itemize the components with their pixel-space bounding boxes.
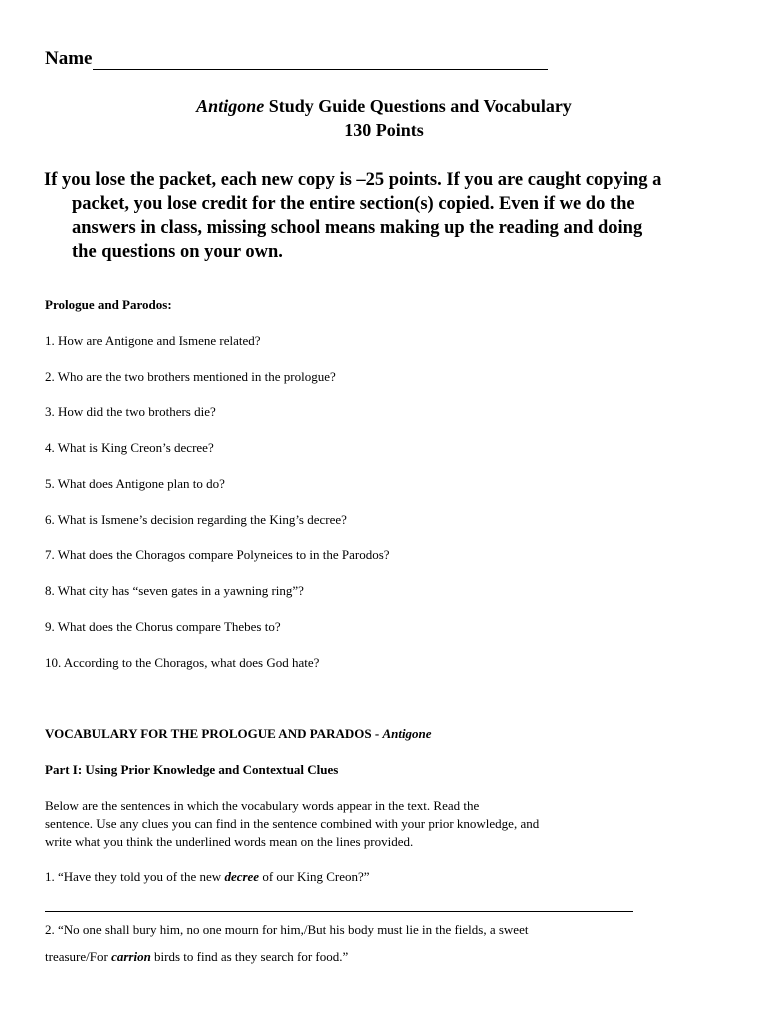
vocab-item-1: [45, 869, 370, 885]
instructions-line: Below are the sentences in which the vocabulary words appear in the text. Read the: [45, 798, 480, 813]
warning-line: answers in class, missing school means making up the reading and doing: [72, 218, 643, 238]
vocab-item-2-line2: [45, 949, 348, 965]
title-italic: Antigone: [196, 96, 265, 116]
title-rest: Study Guide Questions and Vocabulary: [264, 96, 572, 116]
question-6: 6. What is Ismene’s decision regarding the King’s decree?: [45, 512, 347, 527]
vocab-word-decree: decree: [224, 869, 260, 884]
warning-line: the questions on your own.: [72, 242, 283, 262]
warning-line: If you lose the packet, each new copy is –25 points. If you are caught copying a: [44, 170, 662, 190]
question-4: 4. What is King Creon’s decree?: [45, 440, 214, 455]
question-1: 1. How are Antigone and Ismene related?: [45, 333, 261, 348]
part-heading: Part I: Using Prior Knowledge and Contextual Clues: [45, 762, 339, 777]
question-7: 7. What does the Choragos compare Polyneices to in the Parodos?: [45, 547, 390, 562]
vocabulary-heading: [45, 726, 432, 742]
instructions-line: write what you think the underlined words mean on the lines provided.: [45, 834, 414, 849]
name-field[interactable]: [45, 48, 548, 70]
vocab-item-2-line1: 2. “No one shall bury him, no one mourn for him,/But his body must lie in the fields, a sweet: [45, 922, 529, 937]
vocab-item-2-before: treasure/For: [45, 949, 112, 964]
section-heading: Prologue and Parodos:: [45, 297, 172, 312]
name-label: Name: [45, 48, 93, 69]
vocab-word-carrion: carrion: [111, 949, 151, 964]
answer-line[interactable]: [45, 911, 633, 912]
question-8: 8. What city has “seven gates in a yawning ring”?: [45, 583, 304, 598]
vocab-item-2-after: birds to find as they search for food.”: [150, 949, 349, 964]
instructions-paragraph: [45, 797, 539, 851]
question-9: 9. What does the Chorus compare Thebes to?: [45, 619, 281, 634]
question-10: 10. According to the Choragos, what does God hate?: [45, 655, 320, 670]
instructions-line: sentence. Use any clues you can find in the sentence combined with your prior knowledge, and: [45, 816, 540, 831]
question-5: 5. What does Antigone plan to do?: [45, 476, 225, 491]
question-2: 2. Who are the two brothers mentioned in the prologue?: [45, 369, 336, 384]
vocabulary-heading-italic: Antigone: [382, 726, 432, 741]
name-underline: [93, 49, 548, 70]
vocab-item-1-after: of our King Creon?”: [259, 869, 370, 884]
warning-line: packet, you lose credit for the entire section(s) copied. Even if we do the: [72, 194, 635, 214]
question-3: 3. How did the two brothers die?: [45, 404, 216, 419]
vocabulary-heading-text: VOCABULARY FOR THE PROLOGUE AND PARADOS -: [45, 726, 383, 741]
warning-paragraph: [44, 168, 744, 264]
document-title: [0, 96, 768, 117]
points-total: 130 Points: [344, 120, 424, 140]
vocab-item-1-before: 1. “Have they told you of the new: [45, 869, 225, 884]
